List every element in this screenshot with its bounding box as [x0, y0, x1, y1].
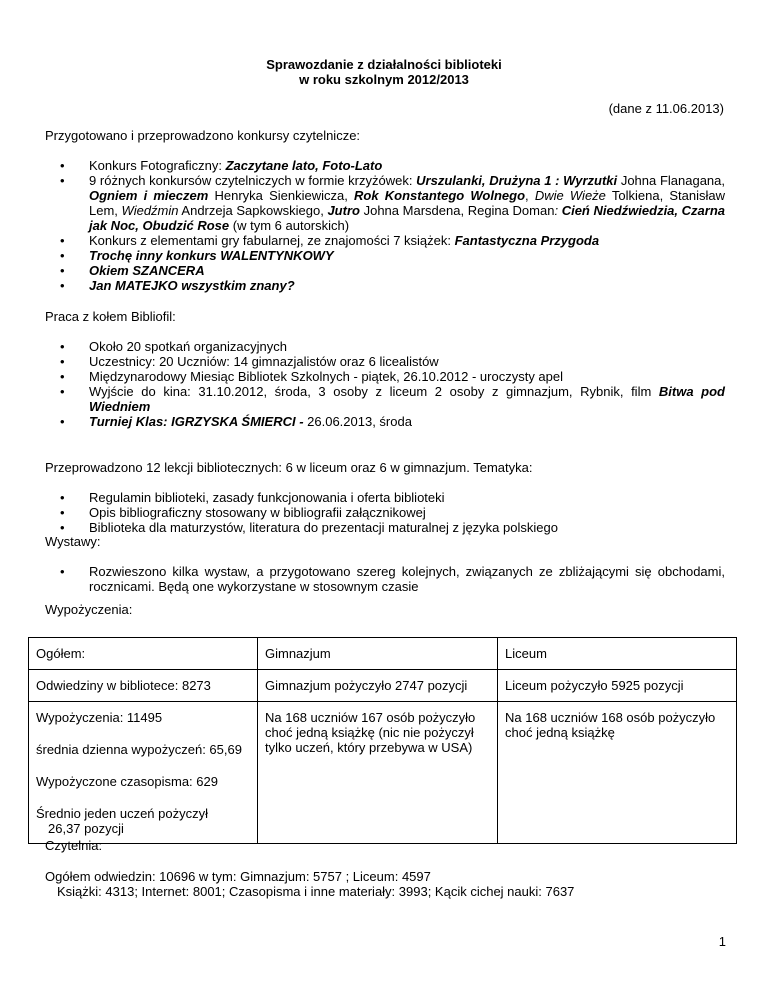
table-cell: Ogółem: — [29, 638, 258, 670]
item-text: , — [525, 188, 535, 203]
list-item: • Rozwieszono kilka wystaw, a przygotowano szereg kolejnych, związanych ze zbliżającymi się obchodami, rocznicami. Będą one wykorzystane w stosownym czasie — [60, 564, 725, 594]
reading-room-breakdown: Książki: 4313; Internet: 8001; Czasopisma i inne materiały: 3993; Kącik cichej nauki: 7637 — [57, 884, 575, 899]
list-item: • Biblioteka dla maturzystów, literatura do prezentacji maturalnej z języka polskiego — [60, 520, 725, 535]
item-title: Dwie Wieże — [534, 188, 606, 203]
list-item — [60, 158, 725, 173]
item-text: Johna Flanagana, — [617, 173, 725, 188]
reading-room-heading: Czytelnia: — [45, 838, 103, 853]
list-item — [60, 173, 725, 233]
item-text: 9 różnych konkursów czytelniczych w formie krzyżówek: — [89, 173, 417, 188]
date-note: (dane z 11.06.2013) — [608, 101, 724, 116]
item-title: Fantastyczna Przygoda — [454, 233, 600, 248]
exhibitions-list — [60, 564, 725, 594]
list-item: • Regulamin biblioteki, zasady funkcjonowania i oferta biblioteki — [60, 490, 725, 505]
table-row — [29, 702, 737, 844]
item-text: (w tym 6 autorskich) — [229, 218, 350, 233]
table-row — [29, 638, 737, 670]
table-cell: Gimnazjum pożyczyło 2747 pozycji — [258, 670, 498, 702]
title-line-2: w roku szkolnym 2012/2013 — [299, 72, 469, 87]
loans-per-student: Średnio jeden uczeń pożyczył — [36, 806, 208, 821]
club-heading: Praca z kołem Bibliofil: — [45, 309, 176, 324]
table-cell: Gimnazjum — [258, 638, 498, 670]
item-title: Ogniem i mieczem — [89, 188, 209, 203]
list-item: • Międzynarodowy Miesiąc Bibliotek Szkolnych - piątek, 26.10.2012 - uroczysty apel — [60, 369, 725, 384]
item-title: Bitwa pod Wiedniem — [89, 384, 725, 414]
competitions-heading: Przygotowano i przeprowadzono konkursy czytelnicze: — [45, 128, 361, 143]
lessons-heading: Przeprowadzono 12 lekcji bibliotecznych: 6 w liceum oraz 6 w gimnazjum. Tematyka: — [45, 460, 533, 475]
item-text: : — [554, 203, 562, 218]
loans-magazines: Wypożyczone czasopisma: 629 — [36, 774, 218, 789]
item-title: Zaczytane lato, Foto-Lato — [225, 158, 383, 173]
table-cell: Liceum pożyczyło 5925 pozycji — [498, 670, 737, 702]
item-title: Trochę inny konkurs WALENTYNKOWY — [89, 248, 334, 263]
list-item — [60, 248, 725, 263]
report-title — [0, 57, 768, 87]
loans-total: Wypożyczenia: 11495 — [36, 710, 163, 725]
item-title: Urszulanki, Drużyna 1 : Wyrzutki — [416, 173, 618, 188]
list-item: • Uczestnicy: 20 Uczniów: 14 gimnazjalistów oraz 6 licealistów — [60, 354, 725, 369]
table-cell: Na 168 uczniów 168 osób pożyczyło choć jedną książkę — [498, 702, 737, 844]
item-text: Johna Marsdena, Regina Doman — [359, 203, 555, 218]
loans-table — [28, 637, 737, 844]
item-text: Konkurs Fotograficzny: — [89, 158, 226, 173]
club-list — [60, 339, 725, 429]
item-text: Konkurs z elementami gry fabularnej, ze znajomości 7 książek: — [89, 233, 455, 248]
exhibitions-heading: Wystawy: — [45, 534, 101, 549]
page-number: 1 — [718, 934, 726, 949]
list-item — [60, 263, 725, 278]
list-item: • Opis bibliograficzny stosowany w bibliografii załącznikowej — [60, 505, 725, 520]
item-title: Wiedźmin — [121, 203, 179, 218]
table-row — [29, 670, 737, 702]
title-line-1: Sprawozdanie z działalności biblioteki — [266, 57, 502, 72]
loans-per-student-value: 26,37 pozycji — [48, 821, 124, 836]
item-text: Wyjście do kina: 31.10.2012, środa, 3 osoby z liceum 2 osoby z gimnazjum, Rybnik, film — [89, 384, 659, 399]
reading-room-visits: Ogółem odwiedzin: 10696 w tym: Gimnazjum: 5757 ; Liceum: 4597 — [45, 869, 431, 884]
loans-daily-average: średnia dzienna wypożyczeń: 65,69 — [36, 742, 242, 757]
item-title: Jutro — [327, 203, 360, 218]
table-cell: Na 168 uczniów 167 osób pożyczyło choć jedną książkę (nic nie pożyczył tylko uczeń, który przebywa w USA) — [258, 702, 498, 844]
item-title: Okiem SZANCERA — [89, 263, 205, 278]
table-cell: Odwiedziny w bibliotece: 8273 — [29, 670, 258, 702]
loans-heading: Wypożyczenia: — [45, 602, 133, 617]
item-text: 26.06.2013, środa — [307, 414, 412, 429]
list-item — [60, 233, 725, 248]
item-title: Cień Niedźwiedzia, Czarna jak Noc, Obudzić Rose — [89, 203, 726, 233]
item-text: Henryka Sienkiewicza, — [208, 188, 355, 203]
lessons-list — [60, 490, 725, 535]
list-item — [60, 414, 725, 429]
competitions-list — [60, 158, 725, 293]
list-item: • Około 20 spotkań organizacyjnych — [60, 339, 725, 354]
list-item — [60, 278, 725, 293]
table-cell: Liceum — [498, 638, 737, 670]
item-title: Turniej Klas: IGRZYSKA ŚMIERCI - — [89, 414, 308, 429]
item-text: Andrzeja Sapkowskiego, — [178, 203, 328, 218]
table-cell — [29, 702, 258, 844]
item-title: Jan MATEJKO wszystkim znany? — [89, 278, 295, 293]
item-title: Rok Konstantego Wolnego — [354, 188, 526, 203]
item-text: Tolkiena, Stanisław Lem, — [89, 188, 725, 218]
list-item — [60, 384, 725, 414]
